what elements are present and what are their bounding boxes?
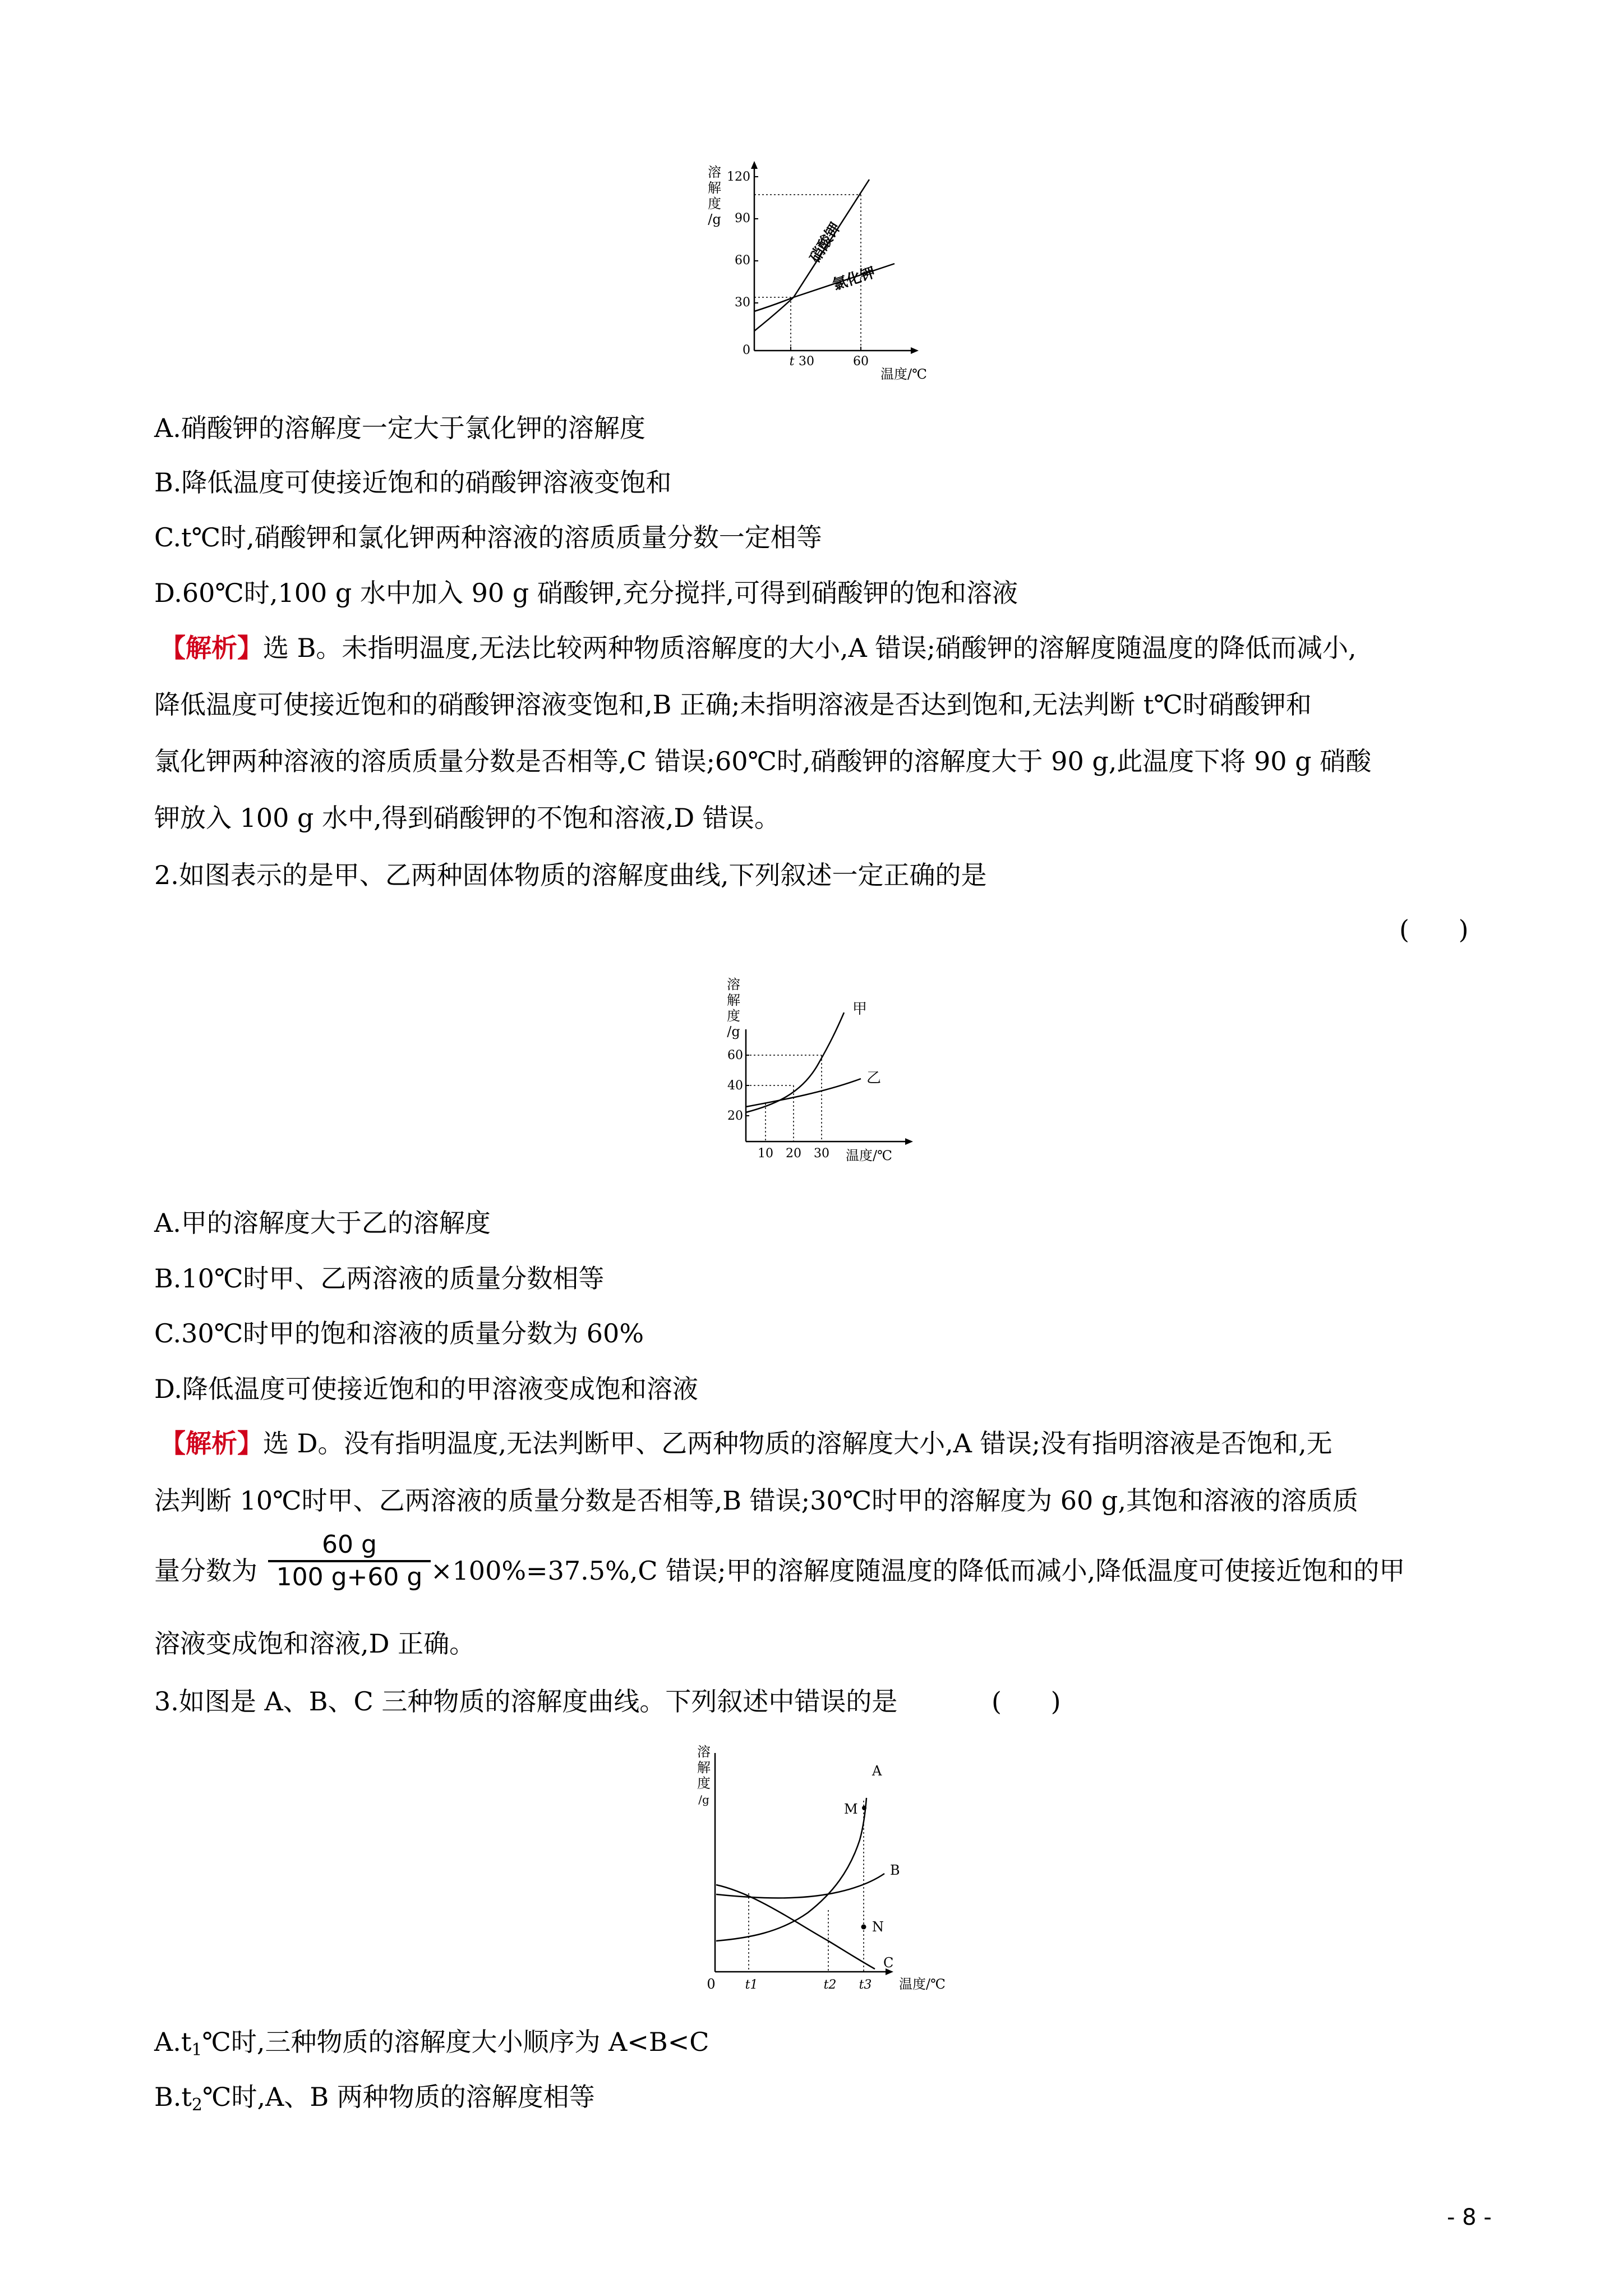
figure-2-solubility-chart	[712, 973, 948, 1177]
q1-option-c: C.t℃时,硝酸钾和氯化钾两种溶液的溶质质量分数一定相等	[154, 522, 822, 553]
fig3-label-c: C	[883, 1955, 894, 1971]
fig2-ytick-40: 40	[727, 1079, 743, 1093]
q3-answer-paren: ( )	[992, 1686, 1061, 1717]
fig3-ylabel-1: 溶	[697, 1744, 711, 1760]
fig1-ytick-90: 90	[735, 211, 750, 226]
q2-analysis-line-2: 法判断 10℃时甲、乙两溶液的质量分数是否相等,B 错误;30℃时甲的溶解度为 60 g,其饱和溶液的溶质质	[154, 1485, 1358, 1516]
q3-option-a-sub: 1	[191, 2040, 202, 2060]
q1-analysis-label: 【解析】	[160, 633, 263, 663]
q2-option-c: C.30℃时甲的饱和溶液的质量分数为 60%	[154, 1318, 644, 1349]
fig2-x-arrow	[905, 1138, 913, 1145]
q3-option-a-post: ℃时,三种物质的溶解度大小顺序为 A<B<C	[202, 2027, 709, 2057]
fig3-label-a: A	[872, 1763, 882, 1779]
fig2-ytick-20: 20	[727, 1109, 743, 1123]
fig1-xtick-30: 30	[799, 355, 814, 369]
fig2-label-jia: 甲	[852, 1001, 868, 1018]
q2-analysis-line-4: 溶液变成饱和溶液,D 正确。	[154, 1628, 476, 1659]
q3-stem: 3.如图是 A、B、C 三种物质的溶解度曲线。下列叙述中错误的是	[154, 1686, 898, 1717]
fig2-ylabel-3: 度	[727, 1008, 740, 1024]
q2-fraction-numerator: 60 g	[322, 1530, 377, 1559]
fig1-xtick-t: t	[789, 355, 795, 369]
q3-option-b	[154, 2080, 595, 2114]
fig3-curve-b	[716, 1874, 884, 1898]
fig2-xtick-10: 10	[758, 1147, 773, 1161]
page-number: - 8 -	[1447, 2205, 1492, 2230]
fig3-xtick-t1: t1	[745, 1978, 758, 1992]
q1-analysis-line-4: 钾放入 100 g 水中,得到硝酸钾的不饱和溶液,D 错误。	[154, 803, 780, 833]
q1-analysis-line-1	[160, 631, 1357, 665]
fig1-ytick-0: 0	[743, 343, 750, 357]
fig1-ylabel-1: 溶	[708, 164, 721, 180]
q2-analysis-line-1	[160, 1427, 1332, 1460]
fig1-ylabel-2: 解	[708, 180, 721, 196]
fig2-label-yi: 乙	[866, 1070, 882, 1087]
q1-option-a: A.硝酸钾的溶解度一定大于氯化钾的溶解度	[154, 413, 645, 443]
fig3-label-b: B	[890, 1862, 900, 1878]
q2-option-b: B.10℃时甲、乙两溶液的质量分数相等	[154, 1263, 605, 1294]
q2-fraction-denominator: 100 g+60 g	[268, 1560, 431, 1593]
q2-analysis-label: 【解析】	[160, 1428, 263, 1458]
fig2-ylabel-2: 解	[727, 992, 740, 1008]
fig3-xtick-t3: t3	[859, 1978, 872, 1992]
fig2-xlabel: 温度/℃	[846, 1148, 892, 1163]
fig3-ylabel-3: 度	[697, 1775, 711, 1791]
q2-option-a: A.甲的溶解度大于乙的溶解度	[154, 1208, 491, 1238]
q3-option-a	[154, 2025, 709, 2059]
fig2-ytick-60: 60	[727, 1048, 743, 1062]
fig3-point-m	[862, 1806, 866, 1810]
fig1-ytick-60: 60	[735, 254, 750, 268]
fig2-ylabel-4: /g	[727, 1024, 740, 1039]
fig1-ytick-30: 30	[735, 296, 750, 310]
figure-1-solubility-chart	[695, 160, 965, 398]
q2-option-d: D.降低温度可使接近饱和的甲溶液变成饱和溶液	[154, 1374, 698, 1404]
fig1-xlabel: 温度/℃	[880, 366, 927, 382]
fig3-xtick-t2: t2	[823, 1978, 837, 1992]
fig1-label-kno3: 硝酸钾	[806, 219, 845, 266]
q3-option-b-post: ℃时,A、B 两种物质的溶解度相等	[202, 2082, 595, 2112]
figure-2-svg	[712, 973, 948, 1175]
fig1-ylabel-3: 度	[708, 196, 721, 211]
fig2-xtick-20: 20	[786, 1147, 801, 1161]
figure-3-svg	[681, 1742, 973, 2000]
q1-analysis-text-1: 选 B。未指明温度,无法比较两种物质溶解度的大小,A 错误;硝酸钾的溶解度随温度的降低而减小,	[263, 633, 1357, 663]
fig3-xlabel: 温度/℃	[899, 1976, 946, 1992]
fig1-label-kcl: 氯化钾	[830, 264, 878, 294]
q3-option-b-pre: B.t	[154, 2082, 192, 2112]
fig3-origin: 0	[707, 1976, 716, 1992]
q1-analysis-line-3: 氯化钾两种溶液的溶质质量分数是否相等,C 错误;60℃时,硝酸钾的溶解度大于 90 g,此温度下将 90 g 硝酸	[154, 746, 1372, 776]
figure-1-svg	[695, 160, 965, 395]
fig3-ylabel-4: /g	[698, 1793, 709, 1806]
fig1-xtick-60: 60	[853, 355, 869, 369]
q1-option-d: D.60℃时,100 g 水中加入 90 g 硝酸钾,充分搅拌,可得到硝酸钾的饱和溶液	[154, 578, 1018, 608]
q2-analysis-line-3-pre: 量分数为	[154, 1556, 257, 1586]
fig1-x-arrow	[911, 347, 919, 354]
fig1-y-arrow	[751, 161, 758, 169]
q2-stem: 2.如图表示的是甲、乙两种固体物质的溶解度曲线,下列叙述一定正确的是	[154, 860, 987, 890]
fig3-label-m: M	[844, 1801, 858, 1817]
fig3-ylabel-2: 解	[697, 1760, 711, 1775]
fig2-ylabel-1: 溶	[727, 977, 740, 992]
q3-option-a-pre: A.t	[154, 2027, 192, 2057]
fig3-point-n	[861, 1925, 866, 1930]
q1-analysis-line-2: 降低温度可使接近饱和的硝酸钾溶液变饱和,B 正确;未指明溶液是否达到饱和,无法判断 t℃时硝酸钾和	[154, 689, 1312, 720]
figure-3-solubility-chart	[681, 1742, 973, 2002]
q2-analysis-line-3-post: ×100%=37.5%,C 错误;甲的溶解度随温度的降低而减小,降低温度可使接近饱和的甲	[431, 1556, 1405, 1586]
fig1-ylabel-4: /g	[708, 211, 721, 227]
fig1-ytick-120: 120	[727, 170, 750, 184]
q2-answer-paren: ( )	[1399, 914, 1469, 945]
fig3-label-n: N	[872, 1919, 884, 1935]
q2-fraction	[268, 1530, 431, 1593]
fig2-xtick-30: 30	[814, 1147, 829, 1161]
q3-option-b-sub: 2	[191, 2095, 203, 2115]
q2-analysis-text-1: 选 D。没有指明温度,无法判断甲、乙两种物质的溶解度大小,A 错误;没有指明溶液是否饱和,无	[263, 1428, 1332, 1458]
q1-option-b: B.降低温度可使接近饱和的硝酸钾溶液变饱和	[154, 467, 672, 498]
